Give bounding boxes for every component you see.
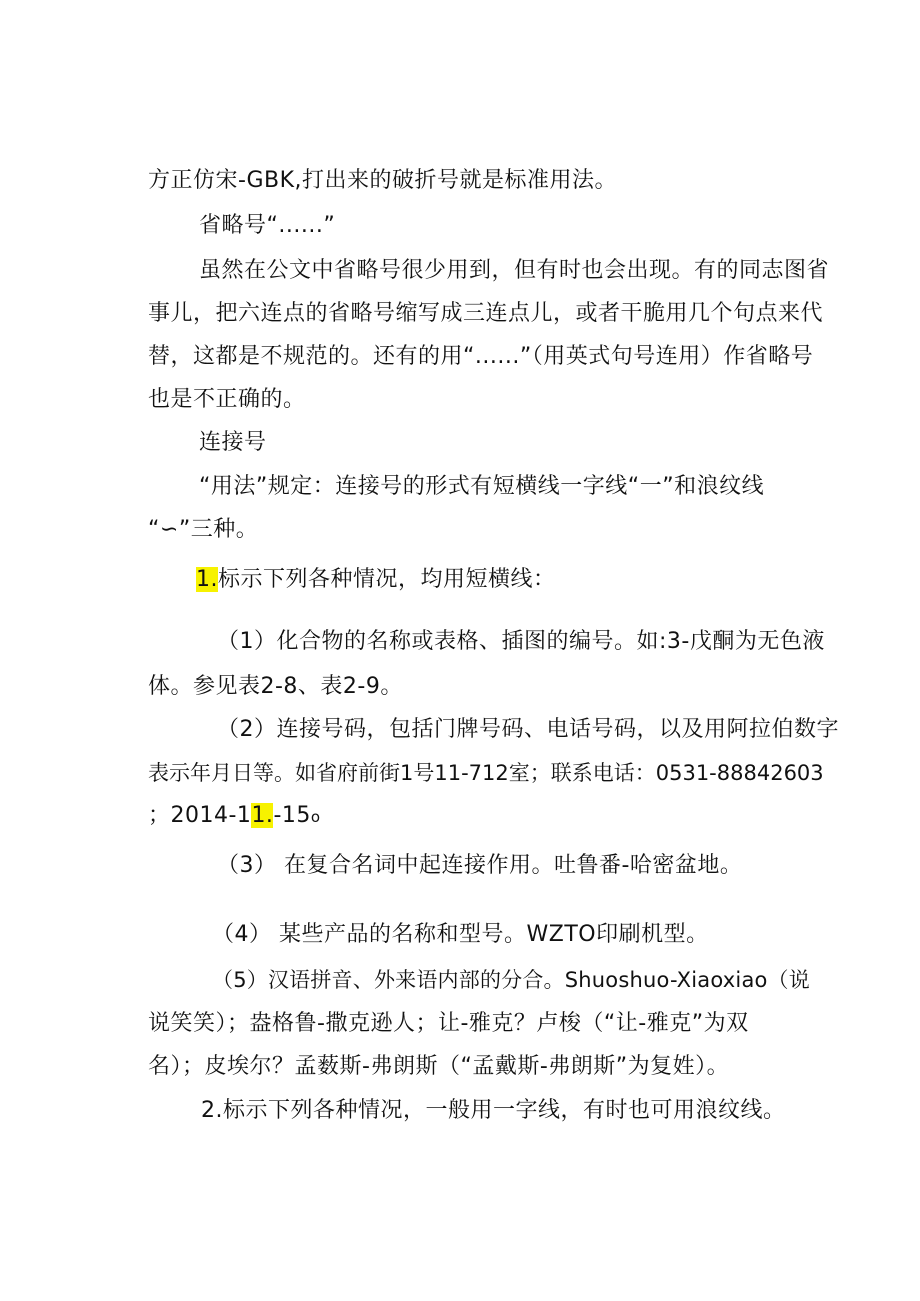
line-11: （1）化合物的名称或表格、插图的编号。如:3-戊酮为无色液 <box>217 629 825 654</box>
connector-heading: 连接号 <box>199 430 267 455</box>
line-8: “用法”规定：连接号的形式有短横线一字线“一”和浪纹线 <box>199 474 765 499</box>
item-1-line <box>196 565 556 595</box>
line-14: 表示年月日等。如省府前街1号11-712室；联系电话：0531-88842603 <box>148 761 824 785</box>
line-17: （4） 某些产品的名称和型号。WZTO印刷机型。 <box>212 922 709 947</box>
date-pre: ；2014-1 <box>148 803 252 828</box>
line-9: “∽”三种。 <box>148 517 259 542</box>
line-13: （2）连接号码，包括门牌号码、电话号码，以及用阿拉伯数字 <box>217 717 839 742</box>
item-1-text: 标示下列各种情况，均用短横线： <box>218 567 556 592</box>
date-trail: o <box>310 808 321 826</box>
line-16: （3） 在复合名词中起连接作用。吐鲁番-哈密盆地。 <box>217 853 743 878</box>
line-3: 虽然在公文中省略号很少用到，但有时也会出现。有的同志图省 <box>199 258 830 283</box>
line-4: 事儿，把六连点的省略号缩写成三连点儿，或者干脆用几个句点来代 <box>148 301 824 326</box>
date-line <box>148 801 321 832</box>
line-19: 说笑笑）；盎格鲁-撒克逊人；让-雅克？卢梭（“让-雅克”为双 <box>148 1011 749 1036</box>
date-highlight: 1. <box>251 803 274 828</box>
ellipsis-heading: 省略号“......” <box>199 213 336 238</box>
highlighted-marker: 1. <box>196 567 218 592</box>
line-1: 方正仿宋-GBK,打出来的破折号就是标准用法。 <box>148 168 618 193</box>
item-2-line: 2.标示下列各种情况，一般用一字线，有时也可用浪纹线。 <box>201 1098 786 1123</box>
line-20: 名）；皮埃尔？孟薮斯-弗朗斯（“孟戴斯-弗朗斯”为复姓）。 <box>148 1054 730 1079</box>
date-post: -15 <box>273 803 311 828</box>
line-5: 替，这都是不规范的。还有的用“......”（用英式句号连用）作省略号 <box>148 344 814 369</box>
line-12: 体。参见表2-8、表2-9。 <box>148 674 403 699</box>
line-18: （5）汉语拼音、外来语内部的分合。Shuoshuo-Xiaoxiao（说 <box>212 968 810 992</box>
line-6: 也是不正确的。 <box>148 387 306 412</box>
